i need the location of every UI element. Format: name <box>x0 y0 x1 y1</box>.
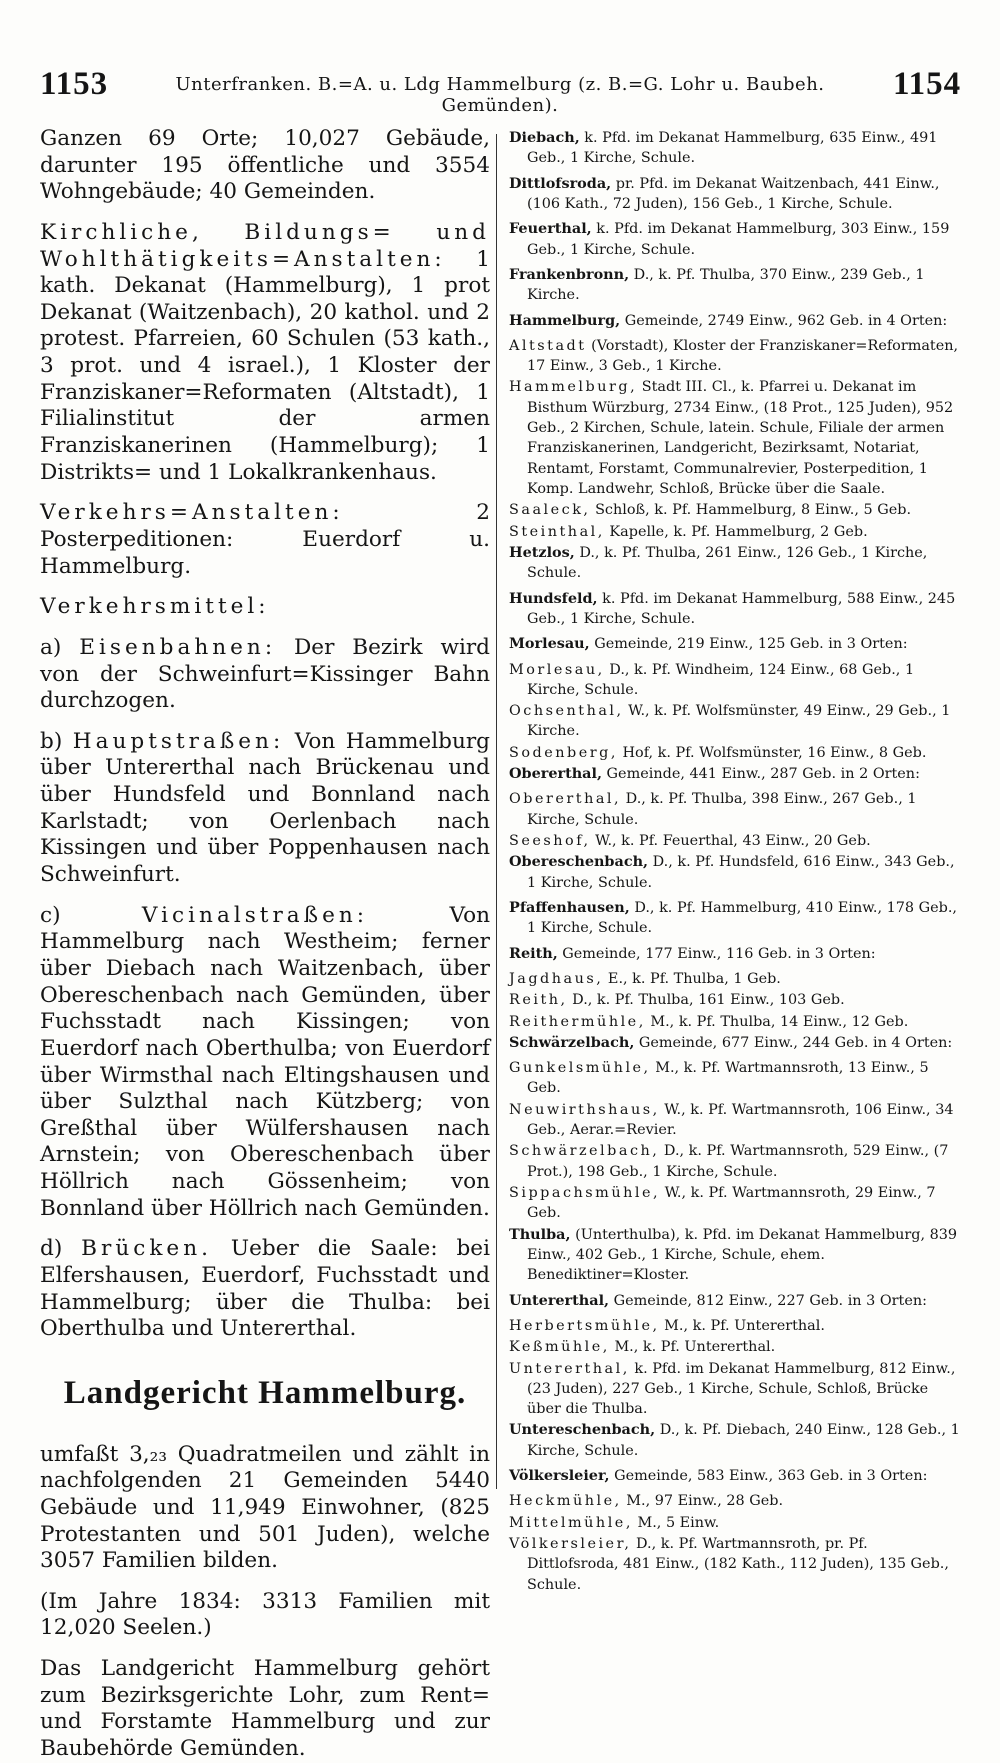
place-description: D., k. Pf. Diebach, 240 Einw., 128 Geb., 1 Kirche, Schule. <box>527 1422 960 1459</box>
gazetteer-entry <box>509 174 963 215</box>
place-description: M., 97 Einw., 28 Geb. <box>621 1493 784 1510</box>
place-name: Reithermühle, <box>509 1013 646 1030</box>
transport-label: Verkehrs=Anstalten: <box>40 500 344 526</box>
place-description: M., 5 Einw. <box>632 1514 720 1531</box>
railways-text: Der Bezirk wird von der Schweinfurt=Kissinger Bahn durchzogen. <box>40 634 490 714</box>
place-name: Sodenberg, <box>509 744 618 761</box>
main-roads-text: Von Hammelburg über Untererthal nach Brückenau und über Hundsfeld und Bonnland nach Karlstadt; von Oerlenbach nach Kissingen und über Poppenhausen nach Schweinfurt. <box>40 728 490 888</box>
place-name: Ochsenthal, <box>509 703 624 720</box>
place-name: Obererthal, <box>509 791 622 808</box>
place-name: Jagdhaus, <box>509 970 604 987</box>
place-name: Thulba, <box>509 1225 571 1243</box>
gazetteer-subentry <box>509 1491 963 1511</box>
place-description: W., k. Pf. Feuerthal, 43 Einw., 20 Geb. <box>590 833 871 849</box>
place-description: D., k. Pf. Hammelburg, 410 Einw., 178 Geb., 1 Kirche, Schule. <box>527 899 958 937</box>
place-description: Schloß, k. Pf. Hammelburg, 8 Einw., 5 Geb. <box>590 502 912 519</box>
place-description: W., k. Pf. Wartmannsroth, 29 Einw., 7 Geb. <box>527 1185 936 1222</box>
means-label: Verkehrsmittel: <box>40 594 270 620</box>
place-name: Obererthal, <box>509 765 602 783</box>
place-description: W., k. Pf. Wolfsmünster, 49 Einw., 29 Geb., 1 Kirche. <box>527 703 951 740</box>
place-description: k. Pfd. im Dekanat Hammelburg, 812 Einw., (23 Juden), 227 Geb., 1 Kirche, Schule, Schloß, Brücke über die Thulba. <box>527 1360 956 1418</box>
gazetteer-subentry <box>509 500 963 520</box>
place-description: Gemeinde, 812 Einw., 227 Geb. in 3 Orten: <box>609 1292 927 1309</box>
place-name: Neuwirthshaus, <box>509 1101 660 1118</box>
railways-label: Eisenbahnen: <box>79 634 277 660</box>
paragraph-district-summary: umfaßt 3,₂₃ Quadratmeilen und zählt in nachfolgenden 21 Gemeinden 5440 Gebäude und 11,949 Einwohner, (825 Protestanten und 501 Juden), welche 3057 Familien bilden. <box>40 1441 490 1574</box>
place-name: Hammelburg, <box>509 379 638 396</box>
place-name: Schwärzelbach, <box>509 1033 635 1051</box>
place-description: M., k. Pf. Wartmannsroth, 13 Einw., 5 Geb. <box>527 1060 929 1097</box>
gazetteer-entry <box>509 311 963 331</box>
gazetteer-entry <box>509 634 963 654</box>
place-description: k. Pfd. im Dekanat Hammelburg, 303 Einw., 159 Geb., 1 Kirche, Schule. <box>527 221 950 258</box>
gazetteer-entry <box>509 1420 963 1461</box>
main-roads-label: Hauptstraßen: <box>72 728 285 754</box>
place-description: Gemeinde, 677 Einw., 244 Geb. in 4 Orten: <box>634 1034 953 1051</box>
place-description: W., k. Pf. Wartmannsroth, 106 Einw., 34 Geb., Aerar.=Revier. <box>527 1101 954 1139</box>
gazetteer-subentry <box>509 377 963 499</box>
item-bridges <box>40 1236 490 1343</box>
item-c-prefix: c) <box>40 902 61 928</box>
item-d-prefix: d) <box>40 1236 63 1262</box>
gazetteer-entry <box>509 543 963 584</box>
gazetteer-subentry <box>509 969 963 989</box>
place-description: Gemeinde, 2749 Einw., 962 Geb. in 4 Orten: <box>620 312 948 329</box>
place-name: Untererthal, <box>509 1291 610 1309</box>
place-name: Dittlofsroda, <box>509 174 612 192</box>
local-roads-text: Von Hammelburg nach Westheim; ferner über Diebach nach Waitzenbach, über Obereschenbach nach Gemünden, über Fuchsstadt nach Kissingen; von Euerdorf nach Oberthulba; von Euerdorf über Wirmsthal nach Eltingshausen und über Sulzthal nach Kützberg; von Greßthal über Wülfershausen nach Arnstein; von Obereschenbach über Höllrich nach Gössenheim; von Bonnland über Höllrich nach Gemünden. <box>40 902 490 1221</box>
place-name: Untererthal, <box>509 1360 630 1377</box>
place-name: Obereschenbach, <box>509 853 649 871</box>
place-name: Hetzlos, <box>509 543 575 561</box>
place-name: Keßmühle, <box>509 1339 610 1356</box>
paragraph-transport <box>40 500 490 580</box>
left-column <box>40 126 490 1763</box>
gazetteer-subentry <box>509 1012 963 1032</box>
place-name: Reith, <box>509 992 568 1009</box>
paragraph-summary: Ganzen 69 Orte; 10,027 Gebäude, darunter 195 öffentliche und 3554 Wohngebäude; 40 Gemeinden. <box>40 126 490 205</box>
gazetteer-entry <box>509 852 963 893</box>
gazetteer-subentry <box>509 1534 963 1595</box>
place-description: D., k. Pf. Wartmannsroth, pr. Pf. Dittlofsroda, 481 Einw., (182 Kath., 112 Juden), 135 Geb., Schule. <box>527 1536 949 1593</box>
institutions-label: Kirchliche, Bildungs= und Wohlthätigkeits=Anstalten: <box>40 219 490 272</box>
transport-text: 2 Posterpeditionen: Euerdorf u. Hammelburg. <box>40 500 490 579</box>
item-railways <box>40 635 490 715</box>
place-name: Mittelmühle, <box>509 1514 633 1531</box>
page-number-left: 1153 <box>40 66 109 102</box>
place-description: Gemeinde, 219 Einw., 125 Geb. in 3 Orten: <box>589 636 908 653</box>
place-description: Gemeinde, 441 Einw., 287 Geb. in 2 Orten: <box>601 766 920 783</box>
place-name: Seeshof, <box>509 833 591 849</box>
paragraph-means <box>40 594 490 621</box>
gazetteer-entry <box>509 764 963 784</box>
right-column <box>509 128 963 1596</box>
gazetteer-entry <box>509 219 963 260</box>
place-description: pr. Pfd. im Dekanat Waitzenbach, 441 Einw., (106 Kath., 72 Juden), 156 Geb., 1 Kirche, Schule. <box>527 175 940 212</box>
place-name: Steinthal, <box>509 523 605 540</box>
place-name: Morlesau, <box>509 661 605 678</box>
place-description: M., k. Pf. Untererthal. <box>609 1339 776 1356</box>
place-name: Saaleck, <box>509 502 591 519</box>
gazetteer-entry <box>509 128 963 169</box>
institutions-text: 1 kath. Dekanat (Hammelburg), 1 prot Dekanat (Waitzenbach), 20 kathol. und 2 protest. Pfarreien, 60 Schulen (53 kath., 3 prot. und 4 israel.), 1 Kloster der Franziskaner=Reformaten (Altstadt), 1 Filialinstitut der armen Franziskanerinen (Hammelburg); 1 Distrikts= und 1 Lokalkrankenhaus. <box>40 246 490 485</box>
place-description: M., k. Pf. Untererthal. <box>659 1317 825 1334</box>
place-name: Gunkelsmühle, <box>509 1060 651 1077</box>
gazetteer-subentry <box>509 1058 963 1099</box>
column-divider <box>496 134 497 1489</box>
gazetteer-subentry <box>509 1100 963 1141</box>
gazetteer-subentry <box>509 789 963 830</box>
place-name: Völkersleier, <box>509 1467 610 1485</box>
gazetteer-entry <box>509 1291 963 1311</box>
running-head: Unterfranken. B.=A. u. Ldg Hammelburg (z. B.=G. Lohr u. Baubeh. Gemünden). <box>175 74 825 116</box>
gazetteer-subentry <box>509 1513 963 1533</box>
gazetteer-entry <box>509 1466 963 1486</box>
gazetteer-subentry <box>509 1183 963 1224</box>
place-description: D., k. Pf. Thulba, 370 Einw., 239 Geb., 1 Kirche. <box>527 266 925 304</box>
bridges-text: Ueber die Saale: bei Elfershausen, Euerdorf, Fuchsstadt und Hammelburg; über die Thulba: bei Oberthulba und Untererthal. <box>40 1236 490 1342</box>
gazetteer-entry <box>509 944 963 964</box>
gazetteer-subentry <box>509 743 963 763</box>
paragraph-institutions <box>40 220 490 486</box>
gazetteer-entry <box>509 265 963 306</box>
place-description: D., k. Pf. Thulba, 161 Einw., 103 Geb. <box>567 992 845 1009</box>
place-name: Hammelburg, <box>509 311 621 329</box>
item-b-prefix: b) <box>40 728 63 754</box>
gazetteer-subentry <box>509 336 963 377</box>
place-name: Frankenbronn, <box>509 265 630 283</box>
place-description: Gemeinde, 177 Einw., 116 Geb. in 3 Orten: <box>557 945 876 962</box>
place-name: Altstadt <box>509 337 587 354</box>
item-local-roads <box>40 903 490 1223</box>
place-description: (Unterthulba), k. Pfd. im Dekanat Hammelburg, 839 Einw., 402 Geb., 1 Kirche, Schule, ehem. Benediktiner=Kloster. <box>527 1226 958 1284</box>
place-description: D., k. Pf. Thulba, 261 Einw., 126 Geb., 1 Kirche, Schule. <box>527 544 928 582</box>
gazetteer-subentry <box>509 990 963 1010</box>
paragraph-1834: (Im Jahre 1834: 3313 Familien mit 12,020 Seelen.) <box>40 1588 490 1641</box>
bridges-label: Brücken. <box>81 1236 212 1262</box>
place-description: k. Pfd. im Dekanat Hammelburg, 588 Einw., 245 Geb., 1 Kirche, Schule. <box>527 590 956 627</box>
place-name: Sippachsmühle, <box>509 1185 661 1201</box>
local-roads-label: Vicinalstraßen: <box>141 902 369 928</box>
place-description: k. Pfd. im Dekanat Hammelburg, 635 Einw., 491 Geb., 1 Kirche, Schule. <box>527 130 938 167</box>
gazetteer-entry <box>509 898 963 939</box>
page-number-right: 1154 <box>893 66 962 102</box>
place-description: D., k. Pf. Thulba, 398 Einw., 267 Geb., 1 Kirche, Schule. <box>527 791 917 828</box>
gazetteer-subentry <box>509 1337 963 1357</box>
gazetteer-subentry <box>509 701 963 742</box>
gazetteer-subentry <box>509 1141 963 1182</box>
page-header <box>0 0 1000 116</box>
place-name: Hundsfeld, <box>509 589 598 607</box>
gazetteer-subentry <box>509 1359 963 1420</box>
place-name: Diebach, <box>509 129 580 146</box>
gazetteer-subentry <box>509 831 963 851</box>
gazetteer-entry <box>509 589 963 630</box>
gazetteer-subentry <box>509 660 963 701</box>
section-title: Landgericht Hammelburg. <box>63 1374 467 1411</box>
place-name: Feuerthal, <box>509 220 592 238</box>
place-description: E., k. Pf. Thulba, 1 Geb. <box>603 970 781 987</box>
item-a-prefix: a) <box>40 634 62 660</box>
place-name: Völkersleier, <box>509 1536 632 1552</box>
gazetteer-subentry <box>509 1316 963 1336</box>
place-name: Reith, <box>509 944 558 962</box>
place-name: Untereschenbach, <box>509 1421 656 1439</box>
place-name: Heckmühle, <box>509 1493 622 1510</box>
place-description: D., k. Pf. Windheim, 124 Einw., 68 Geb., 1 Kirche, Schule. <box>527 661 915 698</box>
gazetteer-subentry <box>509 522 963 542</box>
gazetteer-entry <box>509 1225 963 1286</box>
place-name: Schwärzelbach, <box>509 1143 660 1160</box>
place-name: Herbertsmühle, <box>509 1317 660 1334</box>
place-description: D., k. Pf. Wartmannsroth, 529 Einw., (7 Prot.), 198 Geb., 1 Kirche, Schule. <box>527 1143 949 1180</box>
place-description: Stadt III. Cl., k. Pfarrei u. Dekanat im Bisthum Würzburg, 2734 Einw., (18 Prot., 125 Juden), 952 Geb., 2 Kirchen, Schule, latein. Schule, Filiale der armen Franziskanerinen, Landgericht, Bezirksamt, Notariat, Rentamt, Forstamt, Communalrevier, Posterpedition, 1 Komp. Landwehr, Schloß, Brücke über die Saale. <box>527 379 954 497</box>
place-description: Kapelle, k. Pf. Hammelburg, 2 Geb. <box>604 523 868 540</box>
place-name: Pfaffenhausen, <box>509 898 630 916</box>
place-name: Morlesau, <box>509 635 590 653</box>
place-description: Hof, k. Pf. Wolfsmünster, 16 Einw., 8 Geb. <box>617 744 927 761</box>
place-description: D., k. Pf. Hundsfeld, 616 Einw., 343 Geb., 1 Kirche, Schule. <box>527 854 955 891</box>
item-main-roads <box>40 729 490 889</box>
paragraph-jurisdiction: Das Landgericht Hammelburg gehört zum Bezirksgerichte Lohr, zum Rent= und Forstamte Hammelburg und zur Baubehörde Gemünden. <box>40 1656 490 1762</box>
gazetteer-entry <box>509 1033 963 1053</box>
place-description: Gemeinde, 583 Einw., 363 Geb. in 3 Orten: <box>609 1468 928 1485</box>
place-description: M., k. Pf. Thulba, 14 Einw., 12 Geb. <box>645 1013 909 1030</box>
place-description: (Vorstadt), Kloster der Franziskaner=Reformaten, 17 Einw., 3 Geb., 1 Kirche. <box>527 337 959 375</box>
